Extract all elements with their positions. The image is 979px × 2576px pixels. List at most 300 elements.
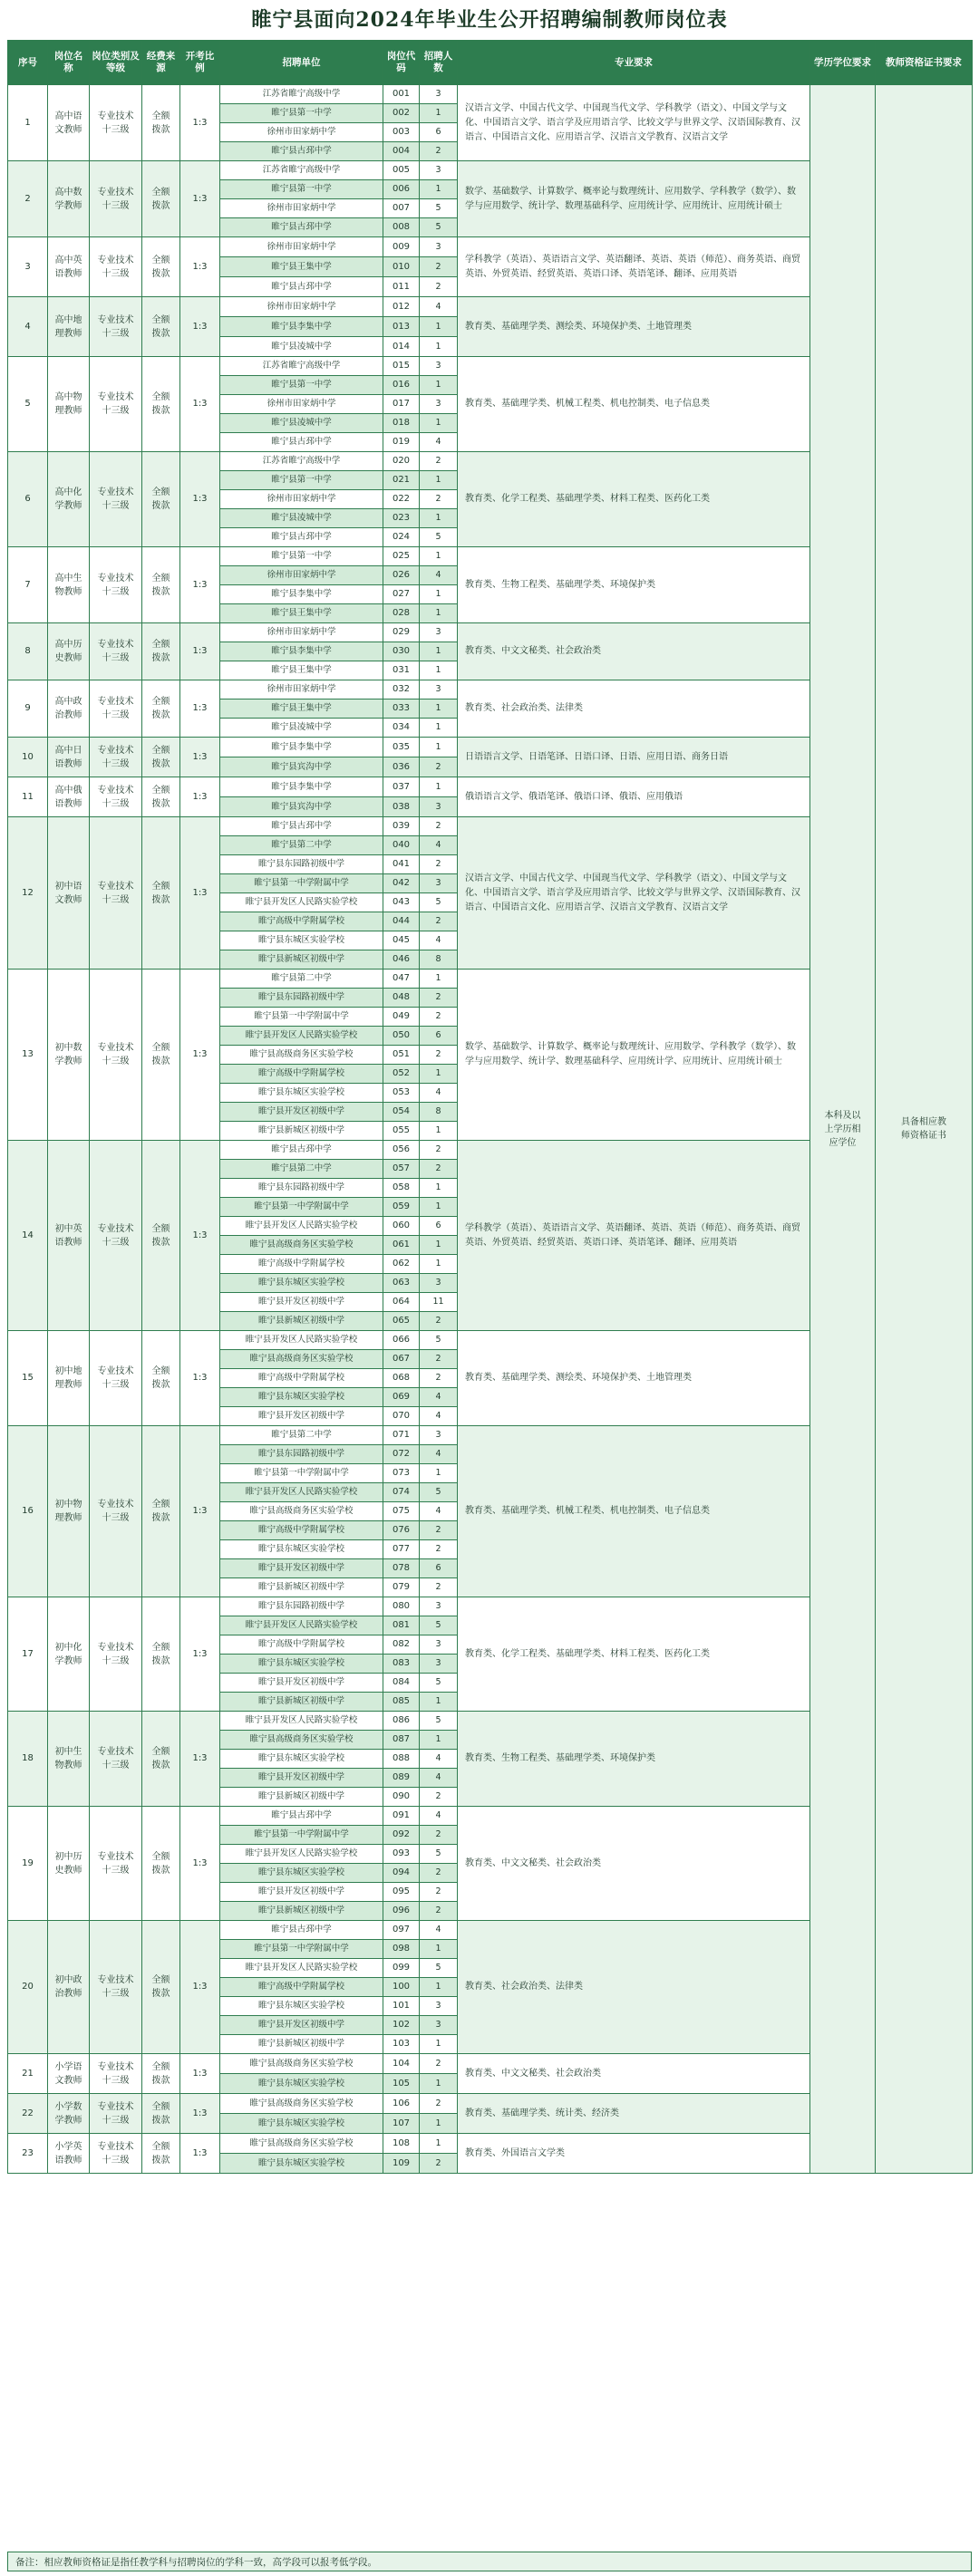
post-name: 高中日语教师	[48, 738, 90, 777]
group-no: 5	[8, 357, 48, 452]
hire-count: 1	[420, 471, 458, 490]
post-code: 029	[383, 623, 420, 642]
exam-ratio: 1:3	[180, 1426, 220, 1597]
post-code: 085	[383, 1693, 420, 1712]
hire-count: 2	[420, 2094, 458, 2114]
post-code: 041	[383, 855, 420, 874]
group-no: 12	[8, 817, 48, 970]
fund-source: 全额拨款	[142, 2094, 180, 2134]
group-no: 7	[8, 547, 48, 623]
recruiting-unit: 睢宁县宾沟中学	[220, 797, 383, 817]
post-code: 039	[383, 817, 420, 836]
hire-count: 3	[420, 797, 458, 817]
post-code: 072	[383, 1445, 420, 1464]
hire-count: 2	[420, 1540, 458, 1559]
fund-source: 全额拨款	[142, 2134, 180, 2174]
post-code: 091	[383, 1807, 420, 1826]
header-ratio: 开考比例	[180, 41, 220, 85]
post-code: 025	[383, 547, 420, 566]
recruiting-unit: 睢宁县东园路初级中学	[220, 1445, 383, 1464]
post-code: 087	[383, 1731, 420, 1750]
recruiting-unit: 睢宁县第二中学	[220, 970, 383, 989]
post-code: 058	[383, 1179, 420, 1198]
post-name: 初中化学教师	[48, 1597, 90, 1712]
post-code: 054	[383, 1103, 420, 1122]
exam-ratio: 1:3	[180, 237, 220, 297]
post-code: 055	[383, 1122, 420, 1141]
exam-ratio: 1:3	[180, 2134, 220, 2174]
post-code: 032	[383, 680, 420, 699]
hire-count: 3	[420, 1997, 458, 2016]
post-code: 042	[383, 874, 420, 893]
post-code: 011	[383, 277, 420, 297]
hire-count: 1	[420, 2114, 458, 2134]
hire-count: 1	[420, 1693, 458, 1712]
recruiting-unit: 睢宁县高级商务区实验学校	[220, 2094, 383, 2114]
hire-count: 4	[420, 1084, 458, 1103]
hire-count: 5	[420, 218, 458, 237]
recruiting-unit: 睢宁县王集中学	[220, 257, 383, 277]
recruiting-unit: 徐州市田家炳中学	[220, 123, 383, 142]
table-header-row	[8, 41, 973, 85]
post-level: 专业技术十三级	[90, 817, 142, 970]
recruiting-unit: 徐州市田家炳中学	[220, 395, 383, 414]
post-level: 专业技术十三级	[90, 1807, 142, 1921]
recruiting-unit: 睢宁县东城区实验学校	[220, 2154, 383, 2174]
hire-count: 2	[420, 912, 458, 931]
post-code: 092	[383, 1826, 420, 1845]
post-code: 040	[383, 836, 420, 855]
recruiting-unit: 睢宁高级中学附属学校	[220, 912, 383, 931]
fund-source: 全额拨款	[142, 237, 180, 297]
hire-count: 2	[420, 2154, 458, 2174]
header-unit: 招聘单位	[220, 41, 383, 85]
recruiting-unit: 徐州市田家炳中学	[220, 623, 383, 642]
recruiting-unit: 睢宁高级中学附属学校	[220, 1521, 383, 1540]
post-code: 079	[383, 1578, 420, 1597]
exam-ratio: 1:3	[180, 2054, 220, 2094]
post-code: 107	[383, 2114, 420, 2134]
hire-count: 4	[420, 566, 458, 585]
post-code: 061	[383, 1236, 420, 1255]
recruiting-unit: 睢宁县宾沟中学	[220, 757, 383, 777]
post-code: 012	[383, 297, 420, 317]
recruiting-unit: 睢宁县东城区实验学校	[220, 1274, 383, 1293]
group-no: 11	[8, 777, 48, 817]
post-code: 090	[383, 1788, 420, 1807]
recruiting-unit: 睢宁县开发区人民路实验学校	[220, 1712, 383, 1731]
hire-count: 4	[420, 1502, 458, 1521]
major-requirement: 教育类、基础理学类、测绘类、环境保护类、土地管理类	[458, 297, 810, 357]
recruiting-unit: 睢宁县古邳中学	[220, 817, 383, 836]
recruiting-unit: 睢宁县古邳中学	[220, 528, 383, 547]
hire-count: 2	[420, 1521, 458, 1540]
hire-count: 3	[420, 85, 458, 104]
group-no: 9	[8, 680, 48, 738]
post-name: 高中物理教师	[48, 357, 90, 452]
post-level: 专业技术十三级	[90, 237, 142, 297]
post-code: 097	[383, 1921, 420, 1940]
post-code: 064	[383, 1293, 420, 1312]
post-level: 专业技术十三级	[90, 2054, 142, 2094]
post-code: 024	[383, 528, 420, 547]
hire-count: 1	[420, 719, 458, 738]
hire-count: 1	[420, 699, 458, 719]
post-code: 022	[383, 490, 420, 509]
post-code: 088	[383, 1750, 420, 1769]
hire-count: 4	[420, 836, 458, 855]
hire-count: 1	[420, 642, 458, 661]
post-name: 小学数学教师	[48, 2094, 90, 2134]
hire-count: 3	[420, 395, 458, 414]
header-degree: 学历学位要求	[810, 41, 876, 85]
recruiting-unit: 睢宁县新城区初级中学	[220, 1788, 383, 1807]
post-level: 专业技术十三级	[90, 777, 142, 817]
post-code: 068	[383, 1369, 420, 1388]
header-fund: 经费来源	[142, 41, 180, 85]
post-code: 008	[383, 218, 420, 237]
post-code: 010	[383, 257, 420, 277]
post-code: 109	[383, 2154, 420, 2174]
post-code: 036	[383, 757, 420, 777]
recruiting-unit: 睢宁县东园路初级中学	[220, 1597, 383, 1616]
fund-source: 全额拨款	[142, 161, 180, 237]
recruiting-unit: 睢宁县第一中学	[220, 180, 383, 199]
recruiting-unit: 睢宁县开发区人民路实验学校	[220, 1331, 383, 1350]
hire-count: 3	[420, 2016, 458, 2035]
hire-count: 1	[420, 2074, 458, 2094]
hire-count: 2	[420, 1350, 458, 1369]
recruiting-unit: 睢宁县东城区实验学校	[220, 1540, 383, 1559]
hire-count: 2	[420, 1369, 458, 1388]
hire-count: 4	[420, 1921, 458, 1940]
group-no: 19	[8, 1807, 48, 1921]
hire-count: 1	[420, 604, 458, 623]
hire-count: 5	[420, 1616, 458, 1635]
recruiting-unit: 睢宁县开发区人民路实验学校	[220, 893, 383, 912]
hire-count: 2	[420, 2054, 458, 2074]
recruiting-unit: 睢宁县李集中学	[220, 738, 383, 757]
major-requirement: 教育类、基础理学类、机械工程类、机电控制类、电子信息类	[458, 357, 810, 452]
recruiting-unit: 徐州市田家炳中学	[220, 680, 383, 699]
major-requirement: 教育类、中文文秘类、社会政治类	[458, 2054, 810, 2094]
major-requirement: 教育类、化学工程类、基础理学类、材料工程类、医药化工类	[458, 1597, 810, 1712]
post-code: 035	[383, 738, 420, 757]
hire-count: 2	[420, 1578, 458, 1597]
post-level: 专业技术十三级	[90, 1426, 142, 1597]
post-level: 专业技术十三级	[90, 623, 142, 680]
hire-count: 2	[420, 1902, 458, 1921]
major-requirement: 教育类、中文文秘类、社会政治类	[458, 1807, 810, 1921]
exam-ratio: 1:3	[180, 85, 220, 161]
recruiting-unit: 睢宁县第一中学	[220, 376, 383, 395]
group-no: 4	[8, 297, 48, 357]
post-name: 初中物理教师	[48, 1426, 90, 1597]
post-code: 034	[383, 719, 420, 738]
hire-count: 1	[420, 2134, 458, 2154]
major-requirement: 教育类、化学工程类、基础理学类、材料工程类、医药化工类	[458, 452, 810, 547]
exam-ratio: 1:3	[180, 547, 220, 623]
group-no: 1	[8, 85, 48, 161]
recruiting-unit: 睢宁县开发区初级中学	[220, 1407, 383, 1426]
post-code: 076	[383, 1521, 420, 1540]
post-code: 007	[383, 199, 420, 218]
post-level: 专业技术十三级	[90, 297, 142, 357]
recruiting-unit: 江苏省睢宁高级中学	[220, 357, 383, 376]
exam-ratio: 1:3	[180, 1331, 220, 1426]
hire-count: 2	[420, 855, 458, 874]
post-name: 初中生物教师	[48, 1712, 90, 1807]
post-code: 065	[383, 1312, 420, 1331]
post-code: 103	[383, 2035, 420, 2054]
post-name: 初中语文教师	[48, 817, 90, 970]
hire-count: 6	[420, 123, 458, 142]
post-level: 专业技术十三级	[90, 2094, 142, 2134]
header-cert: 教师资格证书要求	[876, 41, 973, 85]
hire-count: 1	[420, 2035, 458, 2054]
post-code: 028	[383, 604, 420, 623]
post-code: 094	[383, 1864, 420, 1883]
major-requirement: 汉语言文学、中国古代文学、中国现当代文学、学科教学（语文）、中国文学与文化、中国语言文学、语言学及应用语言学、比较文学与世界文学、汉语国际教育、汉语言、中国语言文化、应用语言学、汉语言文学教育、汉语言文学	[458, 85, 810, 161]
recruiting-unit: 睢宁县东城区实验学校	[220, 1388, 383, 1407]
hire-count: 4	[420, 297, 458, 317]
post-code: 023	[383, 509, 420, 528]
post-code: 067	[383, 1350, 420, 1369]
major-requirement: 数学、基础数学、计算数学、概率论与数理统计、应用数学、学科教学（数学）、数学与应用数学、统计学、数理基础科学、应用统计学、应用统计、应用统计硕士	[458, 970, 810, 1141]
fund-source: 全额拨款	[142, 1331, 180, 1426]
fund-source: 全额拨款	[142, 547, 180, 623]
post-name: 高中地理教师	[48, 297, 90, 357]
post-code: 037	[383, 777, 420, 797]
major-requirement: 教育类、基础理学类、机械工程类、机电控制类、电子信息类	[458, 1426, 810, 1597]
post-code: 043	[383, 893, 420, 912]
hire-count: 2	[420, 452, 458, 471]
recruiting-unit: 睢宁县高级商务区实验学校	[220, 2134, 383, 2154]
hire-count: 2	[420, 1141, 458, 1160]
hire-count: 5	[420, 1959, 458, 1978]
post-code: 084	[383, 1674, 420, 1693]
hire-count: 5	[420, 528, 458, 547]
exam-ratio: 1:3	[180, 1807, 220, 1921]
recruiting-unit: 徐州市田家炳中学	[220, 199, 383, 218]
hire-count: 11	[420, 1293, 458, 1312]
recruiting-unit: 睢宁县第一中学附属中学	[220, 1008, 383, 1027]
post-code: 071	[383, 1426, 420, 1445]
recruiting-unit: 睢宁县高级商务区实验学校	[220, 1502, 383, 1521]
recruiting-unit: 睢宁县古邳中学	[220, 142, 383, 161]
post-code: 070	[383, 1407, 420, 1426]
post-name: 高中政治教师	[48, 680, 90, 738]
recruiting-unit: 睢宁县王集中学	[220, 699, 383, 719]
recruiting-unit: 睢宁县古邳中学	[220, 218, 383, 237]
hire-count: 3	[420, 161, 458, 180]
major-requirement: 教育类、基础理学类、统计类、经济类	[458, 2094, 810, 2134]
hire-count: 1	[420, 547, 458, 566]
header-major: 专业要求	[458, 41, 810, 85]
hire-count: 5	[420, 1674, 458, 1693]
recruiting-unit: 睢宁县开发区人民路实验学校	[220, 1616, 383, 1635]
hire-count: 1	[420, 1179, 458, 1198]
post-name: 小学语文教师	[48, 2054, 90, 2094]
post-name: 初中数学教师	[48, 970, 90, 1141]
post-code: 026	[383, 566, 420, 585]
post-code: 053	[383, 1084, 420, 1103]
exam-ratio: 1:3	[180, 970, 220, 1141]
major-requirement: 俄语语言文学、俄语笔译、俄语口译、俄语、应用俄语	[458, 777, 810, 817]
post-level: 专业技术十三级	[90, 547, 142, 623]
hire-count: 1	[420, 1198, 458, 1217]
recruiting-unit: 睢宁县第一中学	[220, 471, 383, 490]
hire-count: 2	[420, 989, 458, 1008]
post-code: 106	[383, 2094, 420, 2114]
group-no: 17	[8, 1597, 48, 1712]
recruiting-unit: 睢宁县东园路初级中学	[220, 855, 383, 874]
major-requirement: 教育类、外国语言文学类	[458, 2134, 810, 2174]
post-level: 专业技术十三级	[90, 357, 142, 452]
hire-count: 1	[420, 1940, 458, 1959]
post-code: 078	[383, 1559, 420, 1578]
recruiting-unit: 睢宁县东城区实验学校	[220, 1997, 383, 2016]
recruiting-unit: 睢宁县新城区初级中学	[220, 1578, 383, 1597]
recruiting-unit: 睢宁县第二中学	[220, 1160, 383, 1179]
hire-count: 2	[420, 817, 458, 836]
post-code: 048	[383, 989, 420, 1008]
exam-ratio: 1:3	[180, 817, 220, 970]
hire-count: 1	[420, 376, 458, 395]
recruiting-unit: 睢宁县高级商务区实验学校	[220, 1350, 383, 1369]
post-code: 009	[383, 237, 420, 257]
exam-ratio: 1:3	[180, 297, 220, 357]
hire-count: 6	[420, 1027, 458, 1046]
hire-count: 2	[420, 1008, 458, 1027]
major-requirement: 教育类、社会政治类、法律类	[458, 680, 810, 738]
fund-source: 全额拨款	[142, 2054, 180, 2094]
recruiting-unit: 江苏省睢宁高级中学	[220, 452, 383, 471]
recruiting-unit: 睢宁县开发区初级中学	[220, 1559, 383, 1578]
recruiting-unit: 睢宁县新城区初级中学	[220, 1693, 383, 1712]
fund-source: 全额拨款	[142, 452, 180, 547]
post-code: 030	[383, 642, 420, 661]
post-code: 057	[383, 1160, 420, 1179]
fund-source: 全额拨款	[142, 297, 180, 357]
post-code: 001	[383, 85, 420, 104]
hire-count: 3	[420, 357, 458, 376]
post-code: 015	[383, 357, 420, 376]
post-code: 050	[383, 1027, 420, 1046]
post-code: 099	[383, 1959, 420, 1978]
post-code: 049	[383, 1008, 420, 1027]
degree-requirement: 本科及以上学历相应学位	[810, 85, 876, 2174]
recruiting-unit: 睢宁县王集中学	[220, 604, 383, 623]
hire-count: 5	[420, 199, 458, 218]
exam-ratio: 1:3	[180, 1597, 220, 1712]
group-no: 21	[8, 2054, 48, 2094]
exam-ratio: 1:3	[180, 161, 220, 237]
major-requirement: 教育类、生物工程类、基础理学类、环境保护类	[458, 1712, 810, 1807]
hire-count: 4	[420, 433, 458, 452]
exam-ratio: 1:3	[180, 623, 220, 680]
hire-count: 2	[420, 1046, 458, 1065]
major-requirement: 日语语言文学、日语笔译、日语口译、日语、应用日语、商务日语	[458, 738, 810, 777]
page-title: 睢宁县面向2024年毕业生公开招聘编制教师岗位表	[251, 8, 728, 32]
recruiting-unit: 睢宁县东城区实验学校	[220, 1750, 383, 1769]
footnote: 备注：相应教师资格证是指任教学科与招聘岗位的学科一致，高学段可以报考低学段。	[7, 2552, 972, 2571]
post-code: 102	[383, 2016, 420, 2035]
recruiting-unit: 睢宁县高级商务区实验学校	[220, 2054, 383, 2074]
hire-count: 1	[420, 337, 458, 357]
hire-count: 5	[420, 893, 458, 912]
post-code: 066	[383, 1331, 420, 1350]
fund-source: 全额拨款	[142, 680, 180, 738]
post-level: 专业技术十三级	[90, 970, 142, 1141]
fund-source: 全额拨款	[142, 1597, 180, 1712]
major-requirement: 教育类、基础理学类、测绘类、环境保护类、土地管理类	[458, 1331, 810, 1426]
fund-source: 全额拨款	[142, 623, 180, 680]
hire-count: 1	[420, 1236, 458, 1255]
post-code: 104	[383, 2054, 420, 2074]
hire-count: 1	[420, 777, 458, 797]
hire-count: 8	[420, 1103, 458, 1122]
exam-ratio: 1:3	[180, 452, 220, 547]
post-code: 096	[383, 1902, 420, 1921]
post-level: 专业技术十三级	[90, 1921, 142, 2054]
post-code: 027	[383, 585, 420, 604]
post-code: 059	[383, 1198, 420, 1217]
hire-count: 2	[420, 1312, 458, 1331]
post-code: 045	[383, 931, 420, 950]
hire-count: 1	[420, 1464, 458, 1483]
recruiting-unit: 睢宁县新城区初级中学	[220, 1312, 383, 1331]
post-code: 086	[383, 1712, 420, 1731]
post-code: 082	[383, 1635, 420, 1655]
post-level: 专业技术十三级	[90, 738, 142, 777]
recruiting-unit: 睢宁高级中学附属学校	[220, 1255, 383, 1274]
recruiting-unit: 睢宁县凌城中学	[220, 719, 383, 738]
recruiting-unit: 睢宁县凌城中学	[220, 414, 383, 433]
recruiting-unit: 睢宁县东城区实验学校	[220, 1655, 383, 1674]
recruiting-unit: 睢宁县东园路初级中学	[220, 989, 383, 1008]
post-code: 100	[383, 1978, 420, 1997]
post-code: 017	[383, 395, 420, 414]
post-code: 051	[383, 1046, 420, 1065]
post-name: 高中英语教师	[48, 237, 90, 297]
hire-count: 5	[420, 1712, 458, 1731]
hire-count: 2	[420, 142, 458, 161]
post-code: 002	[383, 104, 420, 123]
header-no: 序号	[8, 41, 48, 85]
hire-count: 5	[420, 1483, 458, 1502]
post-code: 006	[383, 180, 420, 199]
exam-ratio: 1:3	[180, 738, 220, 777]
major-requirement: 教育类、中文文秘类、社会政治类	[458, 623, 810, 680]
post-name: 高中数学教师	[48, 161, 90, 237]
hire-count: 6	[420, 1217, 458, 1236]
exam-ratio: 1:3	[180, 777, 220, 817]
recruiting-unit: 江苏省睢宁高级中学	[220, 161, 383, 180]
hire-count: 1	[420, 661, 458, 680]
hire-count: 1	[420, 1065, 458, 1084]
recruiting-unit: 睢宁县东城区实验学校	[220, 1084, 383, 1103]
recruiting-unit: 睢宁县东城区实验学校	[220, 1864, 383, 1883]
fund-source: 全额拨款	[142, 1807, 180, 1921]
hire-count: 2	[420, 1826, 458, 1845]
recruiting-unit: 睢宁县第一中学附属中学	[220, 1464, 383, 1483]
positions-table	[7, 40, 973, 2174]
hire-count: 2	[420, 757, 458, 777]
recruiting-unit: 睢宁县新城区初级中学	[220, 1902, 383, 1921]
fund-source: 全额拨款	[142, 970, 180, 1141]
post-code: 098	[383, 1940, 420, 1959]
